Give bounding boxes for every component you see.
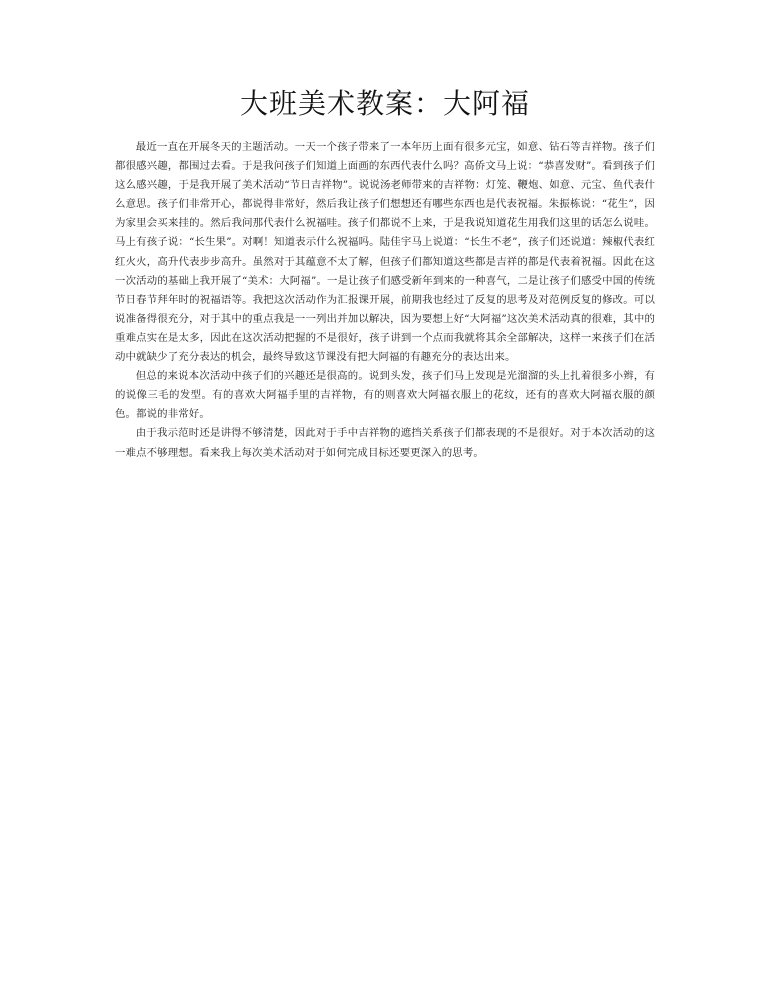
paragraph-2: 但总的来说本次活动中孩子们的兴趣还是很高的。说到头发，孩子们马上发现是光溜溜的头上扎着很多小辫，有的说像三毛的发型。有的喜欢大阿福手里的吉祥物，有的则喜欢大阿福衣服上的花纹，还有的喜欢大阿福衣服的颜色。都说的非常好。 <box>115 370 655 421</box>
paragraph-3: 由于我示范时还是讲得不够清楚，因此对于手中吉祥物的遮挡关系孩子们都表现的不是很好。对于本次活动的这一难点不够理想。看来我上每次美术活动对于如何完成目标还要更深入的思考。 <box>115 427 655 459</box>
document-title: 大班美术教案：大阿福 <box>239 87 530 120</box>
paragraph-1: 最近一直在开展冬天的主题活动。一天一个孩子带来了一本年历上面有很多元宝，如意、钻石等吉祥物。孩子们都很感兴趣，都围过去看。于是我问孩子们知道上面画的东西代表什么吗？高侨文马上说：“恭喜发财”。看到孩子们这么感兴趣，于是我开展了美术活动“节日吉祥物”。说说汤老师带来的吉祥物：灯笼、鞭炮、如意、元宝、鱼代表什么意思。孩子们非常开心，都说得非常好，然后我让孩子们想想还有哪些东西也是代表祝福。朱振栋说：“花生”，因为家里会买来挂的。然后我问那代表什么祝福哇。孩子们都说不上来，于是我说知道花生用我们这里的话怎么说哇。马上有孩子说：“长生果”。对啊！知道表示什么祝福吗。陆佳宇马上说道：“长生不老”，孩子们还说道：辣椒代表红红火火，高升代表步步高升。虽然对于其蕴意不太了解，但孩子们都知道这些都是吉祥的都是代表着祝福。因此在这一次活动的基础上我开展了“美术：大阿福”。一是让孩子们感受新年到来的一种喜气，二是让孩子们感受中国的传统节日春节拜年时的祝福语等。我把这次活动作为汇报课开展，前期我也经过了反复的思考及对范例反复的修改。可以说准备得很充分，对于其中的重点我是一一列出并加以解决，因为要想上好“大阿福”这次美术活动真的很难，其中的重难点实在是太多，因此在这次活动把握的不是很好，孩子讲到一个点而我就将其余全部解决，这样一来孩子们在活动中就缺少了充分表达的机会，最终导致这节课没有把大阿福的有趣充分的表达出来。 <box>115 141 655 364</box>
document-body <box>115 138 655 463</box>
